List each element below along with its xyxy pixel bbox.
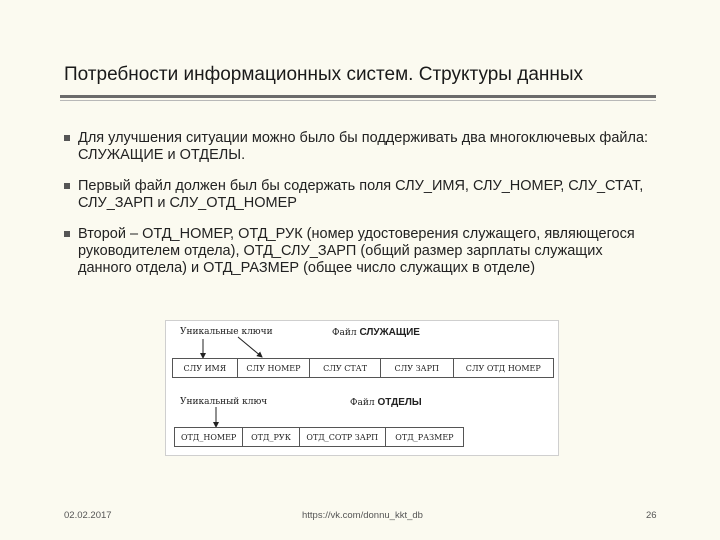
file-structure-figure	[165, 320, 559, 456]
departments-record	[174, 427, 464, 447]
bullet-text: Для улучшения ситуации можно было бы поддерживать два многоключевых файла: СЛУЖАЩИЕ и ОТДЕЛЫ.	[78, 130, 649, 163]
bullet-text: Первый файл должен был бы содержать поля СЛУ_ИМЯ, СЛУ_НОМЕР, СЛУ_СТАТ, СЛУ_ЗАРП и СЛУ_ОТД_НОМЕР	[78, 178, 644, 211]
field-cell: СЛУ НОМЕР	[238, 359, 311, 377]
bullet-item	[64, 130, 654, 164]
footer-page-number: 26	[646, 510, 657, 521]
footer-url[interactable]: https://vk.com/donnu_kkt_db	[302, 510, 423, 521]
field-cell: СЛУ СТАТ	[310, 359, 381, 377]
departments-file-name: ОТДЕЛЫ	[377, 397, 422, 408]
bullet-item	[64, 226, 654, 277]
field-cell: ОТД_РАЗМЕР	[395, 432, 454, 442]
departments-keys-label: Уникальный ключ	[180, 397, 268, 407]
footer-date: 02.02.2017	[64, 510, 112, 521]
employees-keys-label: Уникальные ключи	[180, 327, 273, 337]
bullet-item	[64, 178, 654, 212]
departments-file-word: Файл	[350, 398, 375, 408]
field-cell: СЛУ ИМЯ	[173, 359, 238, 377]
employees-file-word: Файл	[332, 328, 357, 338]
bullet-square-icon	[64, 135, 70, 141]
field-cell: ОТД_РУК	[243, 428, 299, 446]
employees-file-name: СЛУЖАЩИЕ	[359, 327, 420, 338]
field-cell: ОТД_НОМЕР	[175, 428, 243, 446]
title-divider	[60, 95, 656, 98]
bullet-square-icon	[64, 231, 70, 237]
field-cell: ОТД_СОТР ЗАРП	[300, 428, 386, 446]
departments-file-caption	[350, 397, 422, 408]
bullet-list	[64, 130, 654, 291]
slide-title: Потребности информационных систем. Структуры данных	[64, 64, 584, 85]
arrow-to-sly-nomer	[238, 337, 262, 357]
bullet-text: Второй – ОТД_НОМЕР, ОТД_РУК (номер удостоверения служащего, являющегося руководителем отдела), ОТД_СЛУ_ЗАРП (общий размер зарплаты служащих данного отдела) и ОТД_РАЗМЕР (общее число служащих в отделе)	[78, 226, 635, 276]
employees-record	[172, 358, 554, 378]
field-cell: СЛУ ОТД НОМЕР	[465, 363, 541, 373]
title-divider-thin	[60, 100, 656, 101]
bullet-square-icon	[64, 183, 70, 189]
field-cell: СЛУ ЗАРП	[381, 359, 454, 377]
